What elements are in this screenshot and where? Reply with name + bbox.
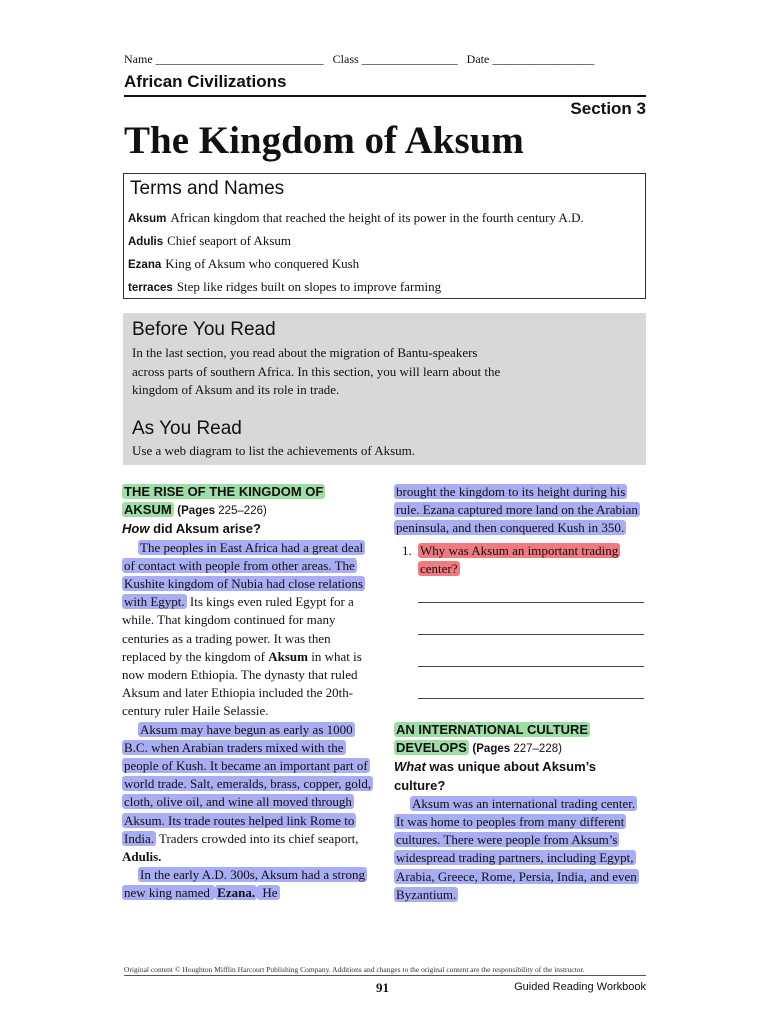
date-label: Date xyxy=(466,52,490,66)
rise-paragraph-1: The peoples in East Africa had a great deal of contact with people from other areas. The Kushite kingdom of Nubia had close relations with Egypt. Its kings even ruled Egypt for a while. That kingdom continued for many centuries as a trading power. It was then replaced by the kingdom of Aksum in what is now modern Ethiopia. The dynasty that ruled Aksum and later Ethiopia included the 20th-century ruler Haile Selassie. xyxy=(122,539,364,719)
term-definition: Chief seaport of Aksum xyxy=(167,233,291,248)
workbook-label: Guided Reading Workbook xyxy=(514,981,646,993)
rise-pages: (Pages 225–226) xyxy=(177,505,267,518)
name-blank[interactable]: ____________________________ xyxy=(155,52,324,66)
rise-heading-line2: AKSUM xyxy=(124,502,172,518)
terms-heading: Terms and Names xyxy=(130,178,285,199)
rise-question: How did Aksum arise? xyxy=(122,521,261,537)
page-title: The Kingdom of Aksum xyxy=(124,119,524,162)
copyright-note: Original content © Houghton Mifflin Harcourt Publishing Company. Additions and changes to the original content are the responsibility of the instructor. xyxy=(124,965,585,974)
before-line: In the last section, you read about the migration of Bantu-speakers xyxy=(132,345,478,360)
culture-heading xyxy=(394,721,646,758)
page-number: 91 xyxy=(376,980,389,995)
question-1 xyxy=(402,542,646,578)
rise-paragraph-2: Aksum may have begun as early as 1000 B.C. when Arabian traders mixed with the people of Kush. It became an important part of world trade. Salt, emeralds, brass, copper, gold, cloth, olive oil, and wine all moved through Aksum. Its trade routes helped link Rome to India. Traders crowded into its chief seaport, Adulis. xyxy=(122,721,372,865)
question-text: Why was Aksum an important trading center? xyxy=(420,542,619,576)
culture-question: What was unique about Aksum’s culture? xyxy=(394,759,597,793)
term-name: terraces xyxy=(128,282,173,294)
student-info-line xyxy=(124,52,594,67)
as-you-read-heading: As You Read xyxy=(132,418,242,439)
section-label: Section 3 xyxy=(570,99,646,118)
rise-heading-line1: THE RISE OF THE KINGDOM OF xyxy=(124,484,324,499)
term-row xyxy=(128,233,291,249)
term-name: Adulis xyxy=(128,236,164,248)
term-name: Ezana xyxy=(128,259,162,271)
rise-heading xyxy=(122,483,374,520)
unit-title: African Civilizations xyxy=(124,72,287,91)
name-label: Name xyxy=(124,52,153,66)
before-text xyxy=(132,344,500,400)
left-column xyxy=(122,483,374,903)
rise-paragraph-3: In the early A.D. 300s, Aksum had a strong new king named Ezana. He xyxy=(124,867,365,901)
question-number: 1. xyxy=(402,542,412,558)
culture-heading-line1: AN INTERNATIONAL CULTURE xyxy=(396,722,589,738)
term-definition: Step like ridges built on slopes to improve farming xyxy=(176,279,442,294)
rise-paragraph-4: brought the kingdom to its height during his rule. Ezana captured more land on the Arabian peninsula, and then conquered Kush in 350. xyxy=(396,484,638,536)
before-you-read-box xyxy=(123,313,646,465)
culture-pages: (Pages 227–228) xyxy=(472,743,562,756)
class-label: Class xyxy=(332,52,359,66)
term-row xyxy=(128,279,441,295)
culture-paragraph-1: Aksum was an international trading center. It was home to peoples from many different cultures. There were people from Aksum’s widespread trading partners, including Egypt, Arabia, Greece, Rome, Persia, India, and even Byzantium. xyxy=(396,795,637,902)
class-blank[interactable]: ________________ xyxy=(361,52,458,66)
before-line: kingdom of Aksum and its role in trade. xyxy=(132,382,340,397)
terms-box xyxy=(123,173,646,299)
culture-heading-line2: DEVELOPS xyxy=(396,740,467,756)
before-heading: Before You Read xyxy=(132,319,276,340)
before-line: across parts of southern Africa. In this section, you will learn about the xyxy=(132,363,501,379)
footer-rule xyxy=(124,975,646,976)
term-row xyxy=(128,256,359,272)
right-column xyxy=(394,483,646,904)
as-you-read-text: Use a web diagram to list the achievements of Aksum. xyxy=(132,443,416,458)
term-definition: King of Aksum who conquered Kush xyxy=(165,256,360,271)
header-rule xyxy=(124,95,646,97)
date-blank[interactable]: _________________ xyxy=(492,52,595,66)
term-row xyxy=(128,210,584,226)
term-definition: African kingdom that reached the height of its power in the fourth century A.D. xyxy=(170,210,584,225)
answer-line[interactable] xyxy=(418,698,644,699)
term-name: Aksum xyxy=(128,213,167,225)
